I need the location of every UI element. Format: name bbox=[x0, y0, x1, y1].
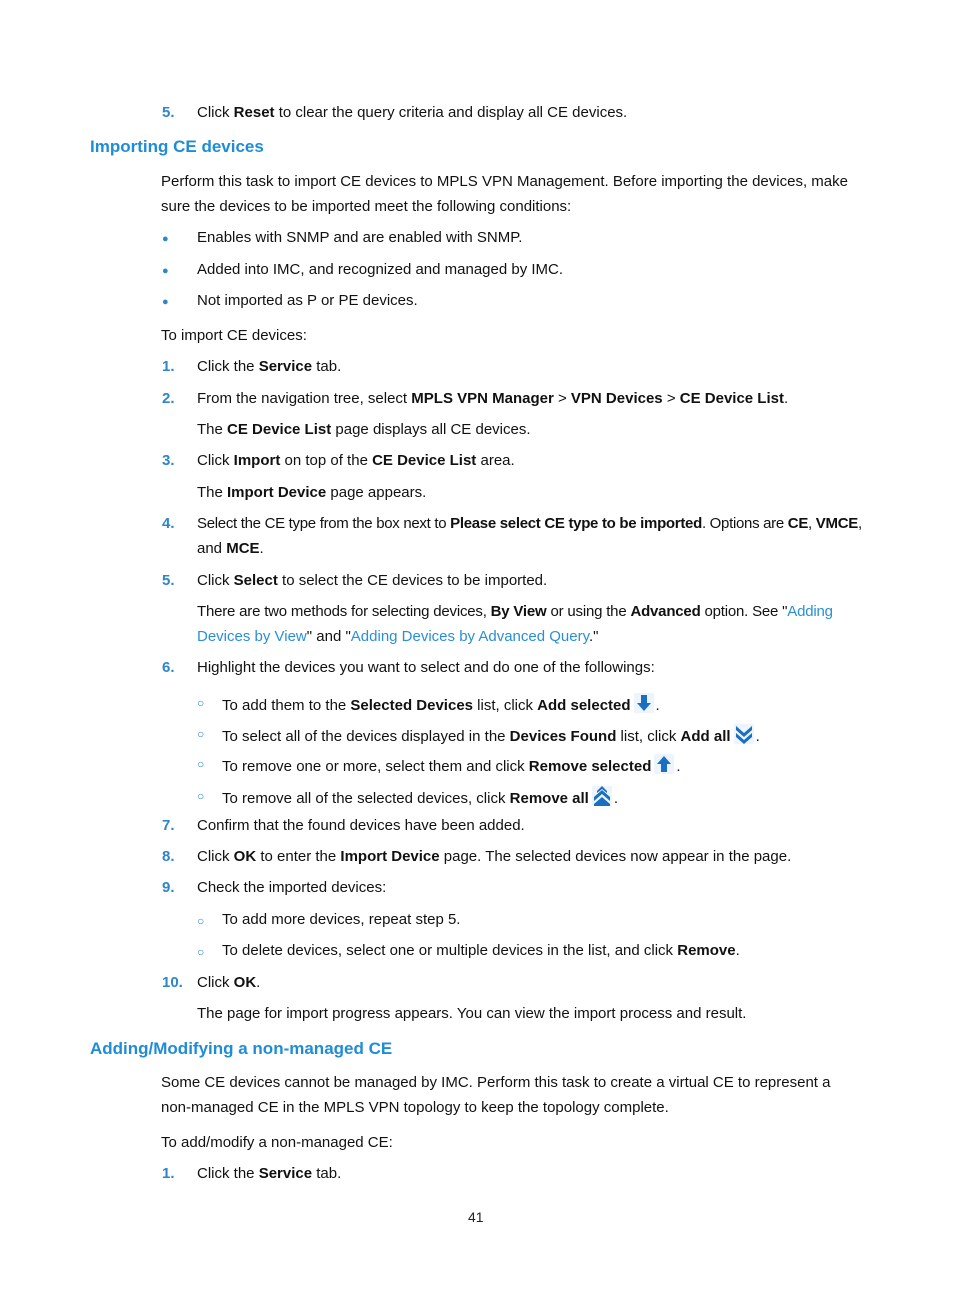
step-number: 8. bbox=[162, 848, 175, 865]
list-item: Added into IMC, and recognized and managed by IMC. bbox=[197, 261, 564, 278]
sub-item: To remove one or more, select them and click Remove selected . bbox=[222, 753, 681, 781]
step-text: Click Reset to clear the query criteria and display all CE devices. bbox=[197, 104, 628, 121]
sub-item: To select all of the devices displayed in the Devices Found list, click Add all . bbox=[222, 723, 760, 751]
lead-text: To add/modify a non-managed CE: bbox=[161, 1134, 393, 1151]
list-item: Enables with SNMP and are enabled with SNMP. bbox=[197, 229, 523, 246]
step-number: 4. bbox=[162, 515, 175, 532]
step-number: 10. bbox=[162, 974, 183, 991]
step-note: The CE Device List page displays all CE devices. bbox=[197, 421, 531, 438]
lead-text: To import CE devices: bbox=[161, 327, 307, 344]
step-text: Select the CE type from the box next to Please select CE type to be imported. Options are CE, VMCE, bbox=[197, 515, 862, 532]
step-number: 6. bbox=[162, 659, 175, 676]
step-number: 1. bbox=[162, 1165, 175, 1182]
link-adding-devices-by-view[interactable]: Devices by View bbox=[197, 628, 307, 645]
sub-bullet-icon: ○ bbox=[197, 789, 205, 803]
step-text: Click OK. bbox=[197, 974, 261, 991]
step-number: 5. bbox=[162, 572, 175, 589]
section-heading: Adding/Modifying a non-managed CE bbox=[90, 1039, 393, 1058]
bullet-icon: ● bbox=[162, 296, 169, 308]
paragraph: non-managed CE in the MPLS VPN topology to keep the topology complete. bbox=[161, 1099, 669, 1116]
link-adding-devices-by-advanced-query[interactable]: Adding Devices by Advanced Query bbox=[350, 628, 589, 645]
step-note: The Import Device page appears. bbox=[197, 484, 427, 501]
sub-bullet-icon: ○ bbox=[197, 696, 205, 710]
step-number: 3. bbox=[162, 452, 175, 469]
paragraph: Perform this task to import CE devices to MPLS VPN Management. Before importing the devices, make bbox=[161, 173, 848, 190]
step-text: Check the imported devices: bbox=[197, 879, 387, 896]
step-text: and MCE. bbox=[197, 540, 264, 557]
arrow-up-icon bbox=[653, 753, 675, 781]
step-text: Confirm that the found devices have been added. bbox=[197, 817, 525, 834]
sub-item: To add them to the Selected Devices list, click Add selected . bbox=[222, 692, 660, 720]
step-text: From the navigation tree, select MPLS VPN Manager > VPN Devices > CE Device List. bbox=[197, 390, 789, 407]
step-number: 1. bbox=[162, 358, 175, 375]
sub-bullet-icon: ○ bbox=[197, 914, 205, 928]
step-note: The page for import progress appears. You can view the import process and result. bbox=[197, 1005, 747, 1022]
list-item: Not imported as P or PE devices. bbox=[197, 292, 418, 309]
sub-item: To remove all of the selected devices, click Remove all . bbox=[222, 785, 618, 813]
step-text: Highlight the devices you want to select and do one of the followings: bbox=[197, 659, 655, 676]
link-adding-devices-by-view[interactable]: Adding bbox=[787, 603, 833, 620]
step-number: 2. bbox=[162, 390, 175, 407]
step-note: Devices by View" and "Adding Devices by Advanced Query." bbox=[197, 628, 599, 645]
step-text: Click the Service tab. bbox=[197, 1165, 342, 1182]
page-number: 41 bbox=[468, 1209, 484, 1225]
paragraph: Some CE devices cannot be managed by IMC. Perform this task to create a virtual CE to represent a bbox=[161, 1074, 831, 1091]
step-note: There are two methods for selecting devices, By View or using the Advanced option. See "Adding bbox=[197, 603, 833, 620]
sub-bullet-icon: ○ bbox=[197, 757, 205, 771]
sub-item: To add more devices, repeat step 5. bbox=[222, 911, 461, 928]
step-text: Click Import on top of the CE Device List area. bbox=[197, 452, 515, 469]
double-arrow-up-icon bbox=[591, 785, 613, 813]
step-number: 5. bbox=[162, 104, 175, 121]
bullet-icon: ● bbox=[162, 265, 169, 277]
arrow-down-icon bbox=[633, 692, 655, 720]
bullet-icon: ● bbox=[162, 233, 169, 245]
double-arrow-down-icon bbox=[733, 723, 755, 751]
paragraph: sure the devices to be imported meet the following conditions: bbox=[161, 198, 572, 215]
sub-bullet-icon: ○ bbox=[197, 727, 205, 741]
sub-item: To delete devices, select one or multiple devices in the list, and click Remove. bbox=[222, 942, 740, 959]
sub-bullet-icon: ○ bbox=[197, 945, 205, 959]
section-heading: Importing CE devices bbox=[90, 137, 264, 156]
step-number: 7. bbox=[162, 817, 175, 834]
step-text: Click OK to enter the Import Device page. The selected devices now appear in the page. bbox=[197, 848, 792, 865]
step-text: Click the Service tab. bbox=[197, 358, 342, 375]
step-number: 9. bbox=[162, 879, 175, 896]
step-text: Click Select to select the CE devices to be imported. bbox=[197, 572, 548, 589]
